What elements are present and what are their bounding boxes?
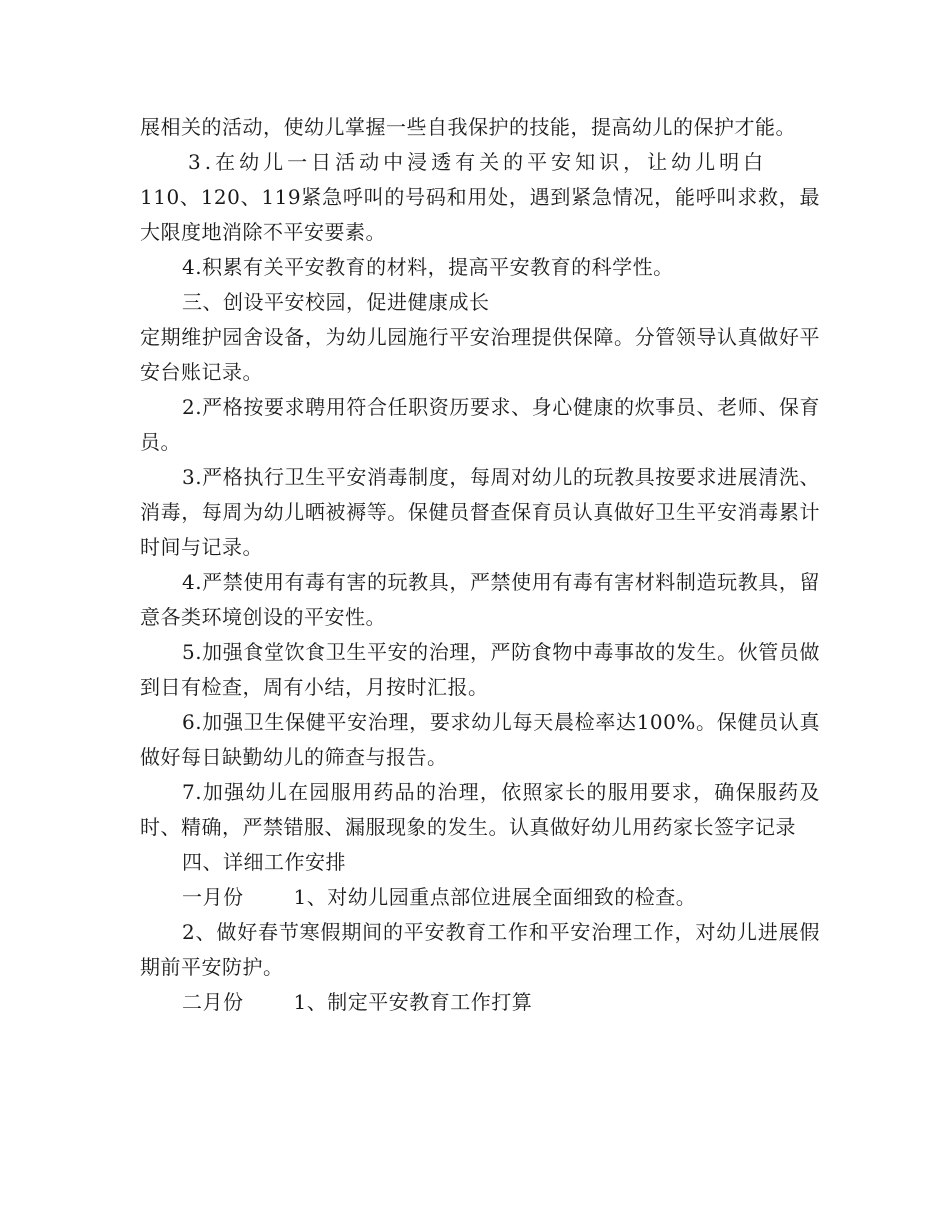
paragraph-toys-safety: 4.严禁使用有毒有害的玩教具，严禁使用有毒有害材料制造玩教具，留意各类环境创设的平安性。 [140,570,820,629]
month-january-row [140,880,820,915]
paragraph-january-item-2: 2、做好春节寒假期间的平安教育工作和平安治理工作，对幼儿进展假期前平安防护。 [140,920,820,979]
document-body [140,110,820,1020]
paragraph-canteen: 5.加强食堂饮食卫生平安的治理，严防食物中毒事故的发生。伙管员做到日有检查，周有小结，月按时汇报。 [140,640,820,699]
month-february-label: 二月份 [182,990,244,1014]
paragraph-hiring: 2.严格按要求聘用符合任职资历要求、身心健康的炊事员、老师、保育员。 [140,395,820,454]
section-heading-3: 三、创设平安校园，促进健康成长 [182,290,490,314]
month-january-label: 一月份 [182,885,244,909]
month-january-text: 1、对幼儿园重点部位进展全面细致的检查。 [293,885,697,909]
month-february-text: 1、制定平安教育工作打算 [293,990,533,1014]
paragraph-disinfection: 3.严格执行卫生平安消毒制度，每周对幼儿的玩教具按要求进展清洗、消毒，每周为幼儿晒被褥等。保健员督查保育员认真做好卫生平安消毒累计时间与记录。 [140,465,820,559]
month-february-row [140,985,820,1020]
section-heading-4: 四、详细工作安排 [182,850,346,874]
paragraph-item-4: 4.积累有关平安教育的材料，提高平安教育的科学性。 [182,255,674,279]
paragraph-medication: 7.加强幼儿在园服用药品的治理，依照家长的服用要求，确保服药及时、精确，严禁错服、漏服现象的发生。认真做好幼儿用药家长签字记录 [140,780,820,839]
paragraph-item-3-rest: 110、120、119紧急呼叫的号码和用处，遇到紧急情况，能呼叫求救，最大限度地消除不平安要素。 [140,185,820,244]
paragraph-item-3-first-line: 3.在幼儿一日活动中浸透有关的平安知识，让幼儿明白 [188,150,768,174]
paragraph-health-care: 6.加强卫生保健平安治理，要求幼儿每天晨检率达100%。保健员认真做好每日缺勤幼儿的筛查与报告。 [140,710,820,769]
paragraph-continuation: 展相关的活动，使幼儿掌握一些自我保护的技能，提高幼儿的保护才能。 [140,115,796,139]
paragraph-facility-maintenance: 定期维护园舍设备，为幼儿园施行平安治理提供保障。分管领导认真做好平安台账记录。 [140,325,820,384]
